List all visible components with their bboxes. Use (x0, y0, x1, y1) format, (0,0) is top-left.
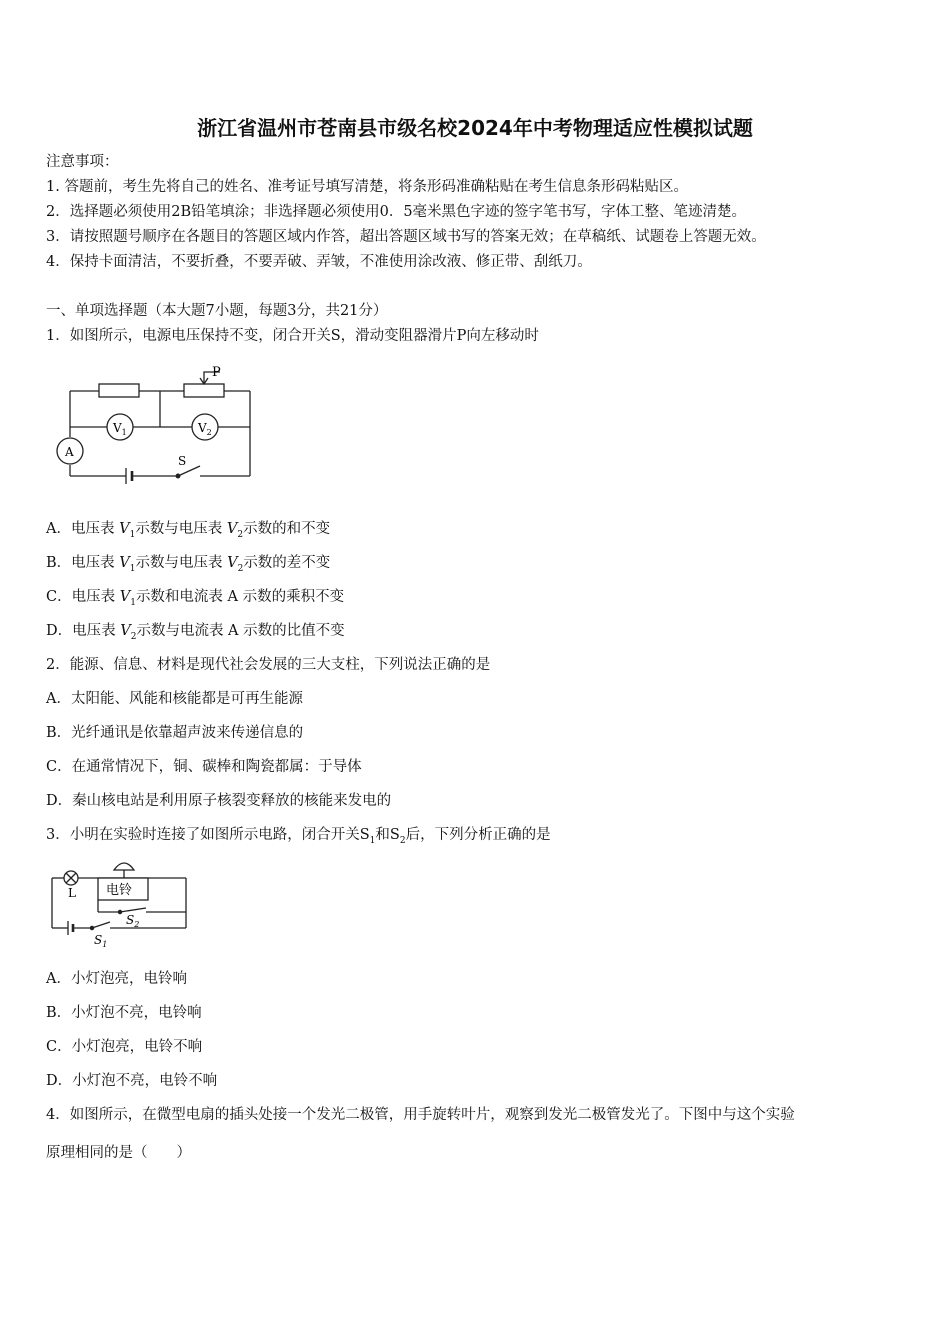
notice-item: 2．选择题必须使用2B铅笔填涂；非选择题必须使用0．5毫米黑色字迹的签字笔书写，字体工整、笔迹清楚。 (46, 204, 747, 220)
notice-item: 1. 答题前，考生先将自己的姓名、准考证号填写清楚，将条形码准确粘贴在考生信息条形码粘贴区。 (46, 179, 688, 195)
q1-label-v1: $V_1$ (113, 421, 127, 437)
question-4-stem-line1: 4．如图所示，在微型电扇的插头处接一个发光二极管，用手旋转叶片，观察到发光二极管发光了。下图中与这个实验 (46, 1107, 795, 1123)
q1-label-a: A (65, 445, 74, 459)
q1-option-d[interactable]: D．电压表 $V_2$示数与电流表 A 示数的比值不变 (46, 623, 345, 642)
q1-label-v2: $V_2$ (198, 421, 212, 437)
q1-circuit-figure (54, 362, 258, 486)
q2-option-c[interactable]: C．在通常情况下，铜、碳棒和陶瓷都属：于导体 (46, 759, 362, 775)
q2-option-a[interactable]: A．太阳能、风能和核能都是可再生能源 (46, 691, 303, 707)
question-2-stem: 2．能源、信息、材料是现代社会发展的三大支柱，下列说法正确的是 (46, 657, 491, 673)
q3-option-d[interactable]: D．小灯泡不亮，电铃不响 (46, 1073, 218, 1089)
question-3-stem: 3．小明在实验时连接了如图所示电路，闭合开关$S_1$和$S_2$后，下列分析正确的是 (46, 827, 551, 846)
q3-option-c[interactable]: C．小灯泡亮，电铃不响 (46, 1039, 203, 1055)
q1-option-c[interactable]: C．电压表 $V_1$示数和电流表 A 示数的乘积不变 (46, 589, 345, 608)
section-heading: 一、单项选择题（本大题7小题，每题3分，共21分） (46, 303, 388, 319)
q1-option-a[interactable]: A．电压表 $V_1$示数与电压表 $V_2$示数的和不变 (46, 521, 331, 540)
question-1-stem: 1．如图所示，电源电压保持不变，闭合开关S，滑动变阻器滑片P向左移动时 (46, 328, 539, 344)
q3-label-l: L (68, 886, 76, 900)
q2-option-b[interactable]: B．光纤通讯是依靠超声波来传递信息的 (46, 725, 304, 741)
page-title: 浙江省温州市苍南县市级名校2024年中考物理适应性模拟试题 (197, 116, 753, 140)
q3-label-bell: 电铃 (106, 883, 133, 898)
q3-label-s1: $S_1$ (94, 933, 108, 949)
q1-label-s: S (178, 454, 187, 468)
q1-option-b[interactable]: B．电压表 $V_1$示数与电压表 $V_2$示数的差不变 (46, 555, 331, 574)
question-4-stem-line2: 原理相同的是（ ） (46, 1145, 191, 1161)
q3-label-s2: $S_2$ (126, 913, 140, 929)
notice-heading: 注意事项： (46, 154, 119, 170)
q2-option-d[interactable]: D．秦山核电站是利用原子核裂变释放的核能来发电的 (46, 793, 392, 809)
q3-circuit-figure (46, 856, 196, 952)
q3-option-b[interactable]: B．小灯泡不亮，电铃响 (46, 1005, 202, 1021)
q1-label-p: P (212, 365, 221, 380)
q3-option-a[interactable]: A．小灯泡亮，电铃响 (46, 971, 187, 987)
notice-item: 3．请按照题号顺序在各题目的答题区域内作答，超出答题区域书写的答案无效；在草稿纸、试题卷上答题无效。 (46, 229, 766, 245)
notice-item: 4．保持卡面清洁，不要折叠，不要弄破、弄皱，不准使用涂改液、修正带、刮纸刀。 (46, 254, 592, 270)
